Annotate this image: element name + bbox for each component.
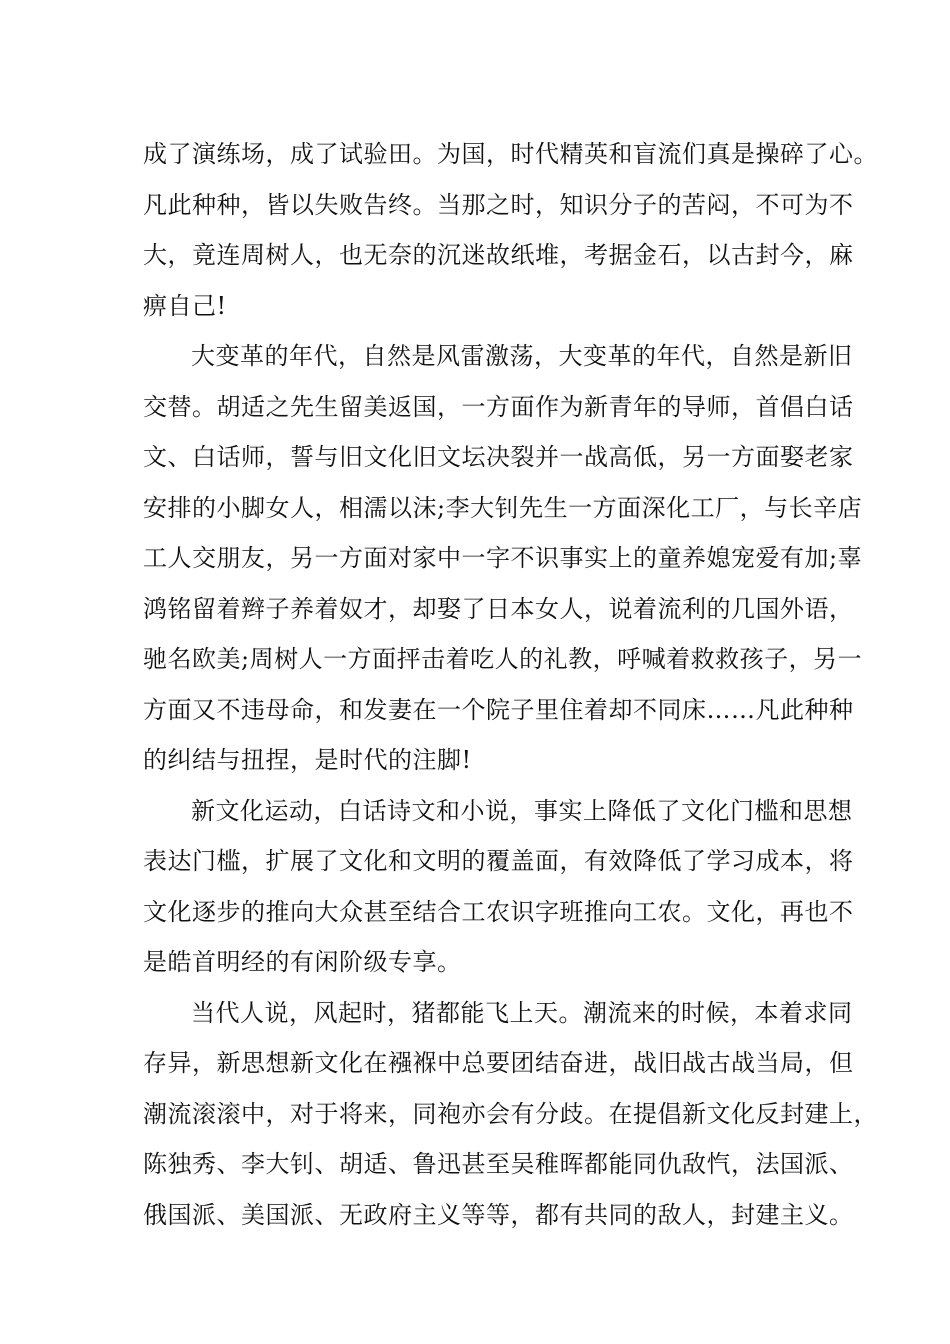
paragraph-start-line: 当代人说，风起时，猪都能飞上天。潮流来的时候，本着求同 [191,998,853,1027]
text-line: 俄国派、美国派、无政府主义等等，都有共同的敌人，封建主义。 [143,1200,854,1229]
text-line: 陈独秀、李大钊、胡适、鲁迅甚至吴稚晖都能同仇敌忾，法国派、 [143,1150,854,1178]
text-line: 表达门槛，扩展了文化和文明的覆盖面，有效降低了学习成本，将 [143,847,854,875]
paragraph-start-line: 大变革的年代，自然是风雷激荡，大变革的年代，自然是新旧 [191,342,853,370]
text-line: 存异，新思想新文化在襁褓中总要团结奋进，战旧战古战当局，但 [143,1049,854,1077]
text-line: 驰名欧美;周树人一方面抨击着吃人的礼教，呼喊着救救孩子，另一 [143,645,863,673]
text-line: 方面又不违母命，和发妻在一个院子里住着却不同床……凡此种种 [143,695,854,724]
text-line: 鸿铭留着辫子养着奴才，却娶了日本女人，说着流利的几国外语， [143,594,854,623]
text-line: 是皓首明经的有闲阶级专享。 [143,948,462,976]
text-line: 工人交朋友，另一方面对家中一字不识事实上的童养媳宠爱有加;辜 [143,544,863,572]
text-line: 成了演练场，成了试验田。为国，时代精英和盲流们真是操碎了心。 [143,140,878,168]
text-line: 痹自己! [143,291,227,320]
text-line: 安排的小脚女人，相濡以沫;李大钊先生一方面深化工厂，与长辛店 [143,493,863,522]
text-line: 凡此种种，皆以失败告终。当那之时，知识分子的苦闷，不可为不 [143,190,854,219]
text-line: 的纠结与扭捏，是时代的注脚! [143,746,472,774]
text-line: 文化逐步的推向大众甚至结合工农识字班推向工农。文化，再也不 [143,897,854,926]
body-text [143,129,878,1240]
text-line: 大，竟连周树人，也无奈的沉迷故纸堆，考据金石，以古封今，麻 [143,241,854,269]
text-line: 潮流滚滚中，对于将来，同袍亦会有分歧。在提倡新文化反封建上， [143,1099,878,1128]
paragraph-start-line: 新文化运动，白话诗文和小说，事实上降低了文化门槛和思想 [191,796,853,825]
text-line: 交替。胡适之先生留美返国，一方面作为新青年的导师，首倡白话 [143,392,854,421]
text-line: 文、白话师，誓与旧文化旧文坛决裂并一战高低，另一方面娶老家 [143,443,854,471]
